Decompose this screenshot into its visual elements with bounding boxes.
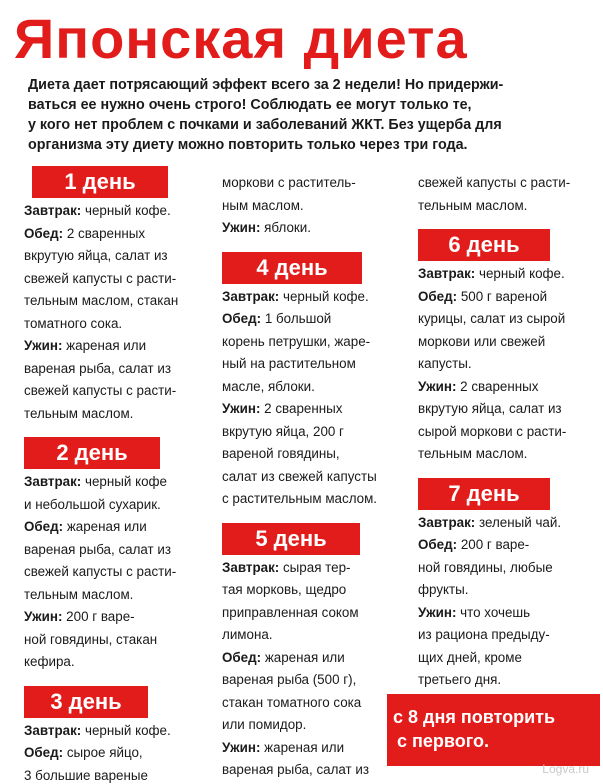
lunch-label: Обед: bbox=[24, 519, 64, 534]
repeat-note-banner bbox=[387, 694, 600, 766]
day-1-badge: 1 день bbox=[32, 166, 168, 198]
breakfast-label: Завтрак: bbox=[24, 203, 82, 218]
intro-line: организма эту диету можно повторить только через три года. bbox=[28, 137, 468, 153]
text-line: моркови или свежей bbox=[418, 333, 546, 349]
intro-paragraph bbox=[28, 75, 598, 155]
dinner-label: Ужин: bbox=[418, 378, 457, 394]
text-line: тельным маслом. bbox=[24, 586, 134, 602]
text-line: сырой моркови с расти- bbox=[418, 423, 567, 439]
text-line: тельным маслом. bbox=[418, 197, 528, 213]
text-line: фрукты. bbox=[418, 582, 469, 597]
text-line: вкрутую яйца, салат из bbox=[418, 401, 562, 416]
text-line: 3 большие вареные bbox=[24, 767, 148, 783]
text-line: капусты. bbox=[418, 356, 472, 371]
day-4-badge: 4 день bbox=[222, 252, 362, 284]
text-line: вкрутую яйца, 200 г bbox=[222, 423, 344, 439]
day-6-breakfast: Завтрак: черный кофе. bbox=[418, 266, 565, 281]
dinner-label: Ужин: bbox=[222, 220, 261, 235]
day-7-lunch: Обед: 200 г варе- bbox=[418, 537, 530, 552]
text-line: вареная рыба, салат из bbox=[24, 360, 172, 376]
day-2-dinner: Ужин: 200 г варе- bbox=[24, 609, 135, 624]
day-3-breakfast: Завтрак: черный кофе. bbox=[24, 722, 171, 738]
breakfast-label: Завтрак: bbox=[418, 266, 476, 281]
page-title: Японская диета bbox=[14, 7, 468, 70]
text-line: курицы, салат из сырой bbox=[418, 311, 566, 326]
text-line: вареная рыба, салат из bbox=[222, 762, 370, 777]
intro-line: ваться ее нужно очень строго! Соблюдать ее могут только те, bbox=[28, 97, 472, 113]
text-line: или помидор. bbox=[222, 717, 307, 732]
text-line: салат из свежей капусты bbox=[222, 468, 377, 484]
text-line: томатного сока. bbox=[24, 315, 123, 331]
day-1-dinner: Ужин: жареная или bbox=[24, 338, 147, 353]
lunch-label: Обед: bbox=[222, 649, 262, 665]
watermark: Logva.ru bbox=[542, 762, 589, 776]
text-line: вареной говядины, bbox=[222, 446, 340, 461]
day-1-breakfast: Завтрак: черный кофе. bbox=[24, 203, 171, 218]
day-5-lunch: Обед: жареная или bbox=[222, 649, 345, 665]
breakfast-label: Завтрак: bbox=[24, 474, 82, 489]
day-7-breakfast: Завтрак: зеленый чай. bbox=[418, 514, 562, 530]
day-5-breakfast: Завтрак: сырая тер- bbox=[222, 559, 351, 575]
text-line: лимона. bbox=[222, 627, 273, 642]
text-line: свежей капусты с расти- bbox=[24, 270, 177, 286]
text-line: ной говядины, любые bbox=[418, 559, 553, 575]
breakfast-label: Завтрак: bbox=[222, 559, 280, 575]
breakfast-label: Завтрак: bbox=[222, 288, 280, 304]
text-line: ной говядины, стакан bbox=[24, 631, 158, 647]
text-line: и небольшой сухарик. bbox=[24, 496, 161, 512]
day-4-breakfast: Завтрак: черный кофе. bbox=[222, 288, 369, 304]
text-line: кефира. bbox=[24, 654, 75, 669]
day-2-lunch: Обед: жареная или bbox=[24, 519, 147, 534]
column-middle bbox=[222, 172, 418, 782]
day-3-badge: 3 день bbox=[24, 686, 148, 718]
day-6-dinner: Ужин: 2 сваренных bbox=[418, 378, 539, 394]
dinner-label: Ужин: bbox=[24, 338, 63, 353]
day-6-badge: 6 день bbox=[418, 229, 550, 261]
text-line: щих дней, кроме bbox=[418, 649, 522, 665]
intro-line: Диета дает потрясающий эффект всего за 2 недели! Но придержи- bbox=[28, 77, 504, 93]
text-line: стакан томатного сока bbox=[222, 694, 362, 710]
text-line: вареная рыба, салат из bbox=[24, 541, 172, 557]
day-2-breakfast: Завтрак: черный кофе bbox=[24, 474, 167, 489]
day-7-badge: 7 день bbox=[418, 478, 550, 510]
lunch-label: Обед: bbox=[24, 225, 64, 241]
text-line: свежей капусты с расти- bbox=[24, 564, 177, 579]
text-line: из рациона предыду- bbox=[418, 627, 550, 642]
text-line: приправленная соком bbox=[222, 604, 359, 620]
lunch-label: Обед: bbox=[418, 288, 458, 304]
day-7-dinner: Ужин: что хочешь bbox=[418, 604, 531, 620]
text-line: с растительным маслом. bbox=[222, 491, 378, 506]
repeat-note-line: с первого. bbox=[397, 731, 489, 751]
day-6-lunch: Обед: 500 г вареной bbox=[418, 288, 548, 304]
text-line: тая морковь, щедро bbox=[222, 582, 347, 597]
day-5-dinner: Ужин: жареная или bbox=[222, 739, 345, 755]
day-1-lunch: Обед: 2 сваренных bbox=[24, 225, 146, 241]
text-line: свежей капусты с расти- bbox=[418, 175, 571, 190]
day-4-dinner: Ужин: 2 сваренных bbox=[222, 401, 343, 416]
text-line: ный на растительном bbox=[222, 356, 356, 371]
lunch-label: Обед: bbox=[418, 537, 458, 552]
text-line: корень петрушки, жаре- bbox=[222, 333, 371, 349]
dinner-label: Ужин: bbox=[24, 609, 63, 624]
text-line: третьего дня. bbox=[418, 672, 502, 687]
text-line: свежей капусты с расти- bbox=[24, 383, 177, 398]
dinner-label: Ужин: bbox=[222, 739, 261, 755]
text-line: масле, яблоки. bbox=[222, 378, 315, 394]
text-line: тельным маслом. bbox=[24, 405, 134, 421]
day-4-lunch: Обед: 1 большой bbox=[222, 311, 332, 326]
text-line: моркови с раститель- bbox=[222, 175, 356, 190]
dinner-label: Ужин: bbox=[418, 604, 457, 620]
breakfast-label: Завтрак: bbox=[24, 722, 82, 738]
intro-line: у кого нет проблем с почками и заболеваний ЖКТ. Без ущерба для bbox=[28, 117, 502, 133]
text-line: ным маслом. bbox=[222, 197, 304, 213]
day-5-badge: 5 день bbox=[222, 523, 360, 555]
column-left bbox=[24, 166, 220, 784]
dinner-label: Ужин: bbox=[222, 401, 261, 416]
text-line: вареная рыба (500 г), bbox=[222, 672, 357, 687]
text-line: тельным маслом. bbox=[418, 446, 528, 461]
day-2-badge: 2 день bbox=[24, 437, 160, 469]
breakfast-label: Завтрак: bbox=[418, 514, 476, 530]
day-3-lunch: Обед: сырое яйцо, bbox=[24, 745, 143, 760]
day-3-dinner: Ужин: яблоки. bbox=[222, 220, 311, 235]
column-right bbox=[418, 172, 598, 692]
text-line: вкрутую яйца, салат из bbox=[24, 248, 168, 263]
repeat-note-line: с 8 дня повторить bbox=[393, 707, 556, 727]
lunch-label: Обед: bbox=[222, 311, 262, 326]
text-line: тельным маслом, стакан bbox=[24, 293, 179, 308]
lunch-label: Обед: bbox=[24, 745, 64, 760]
